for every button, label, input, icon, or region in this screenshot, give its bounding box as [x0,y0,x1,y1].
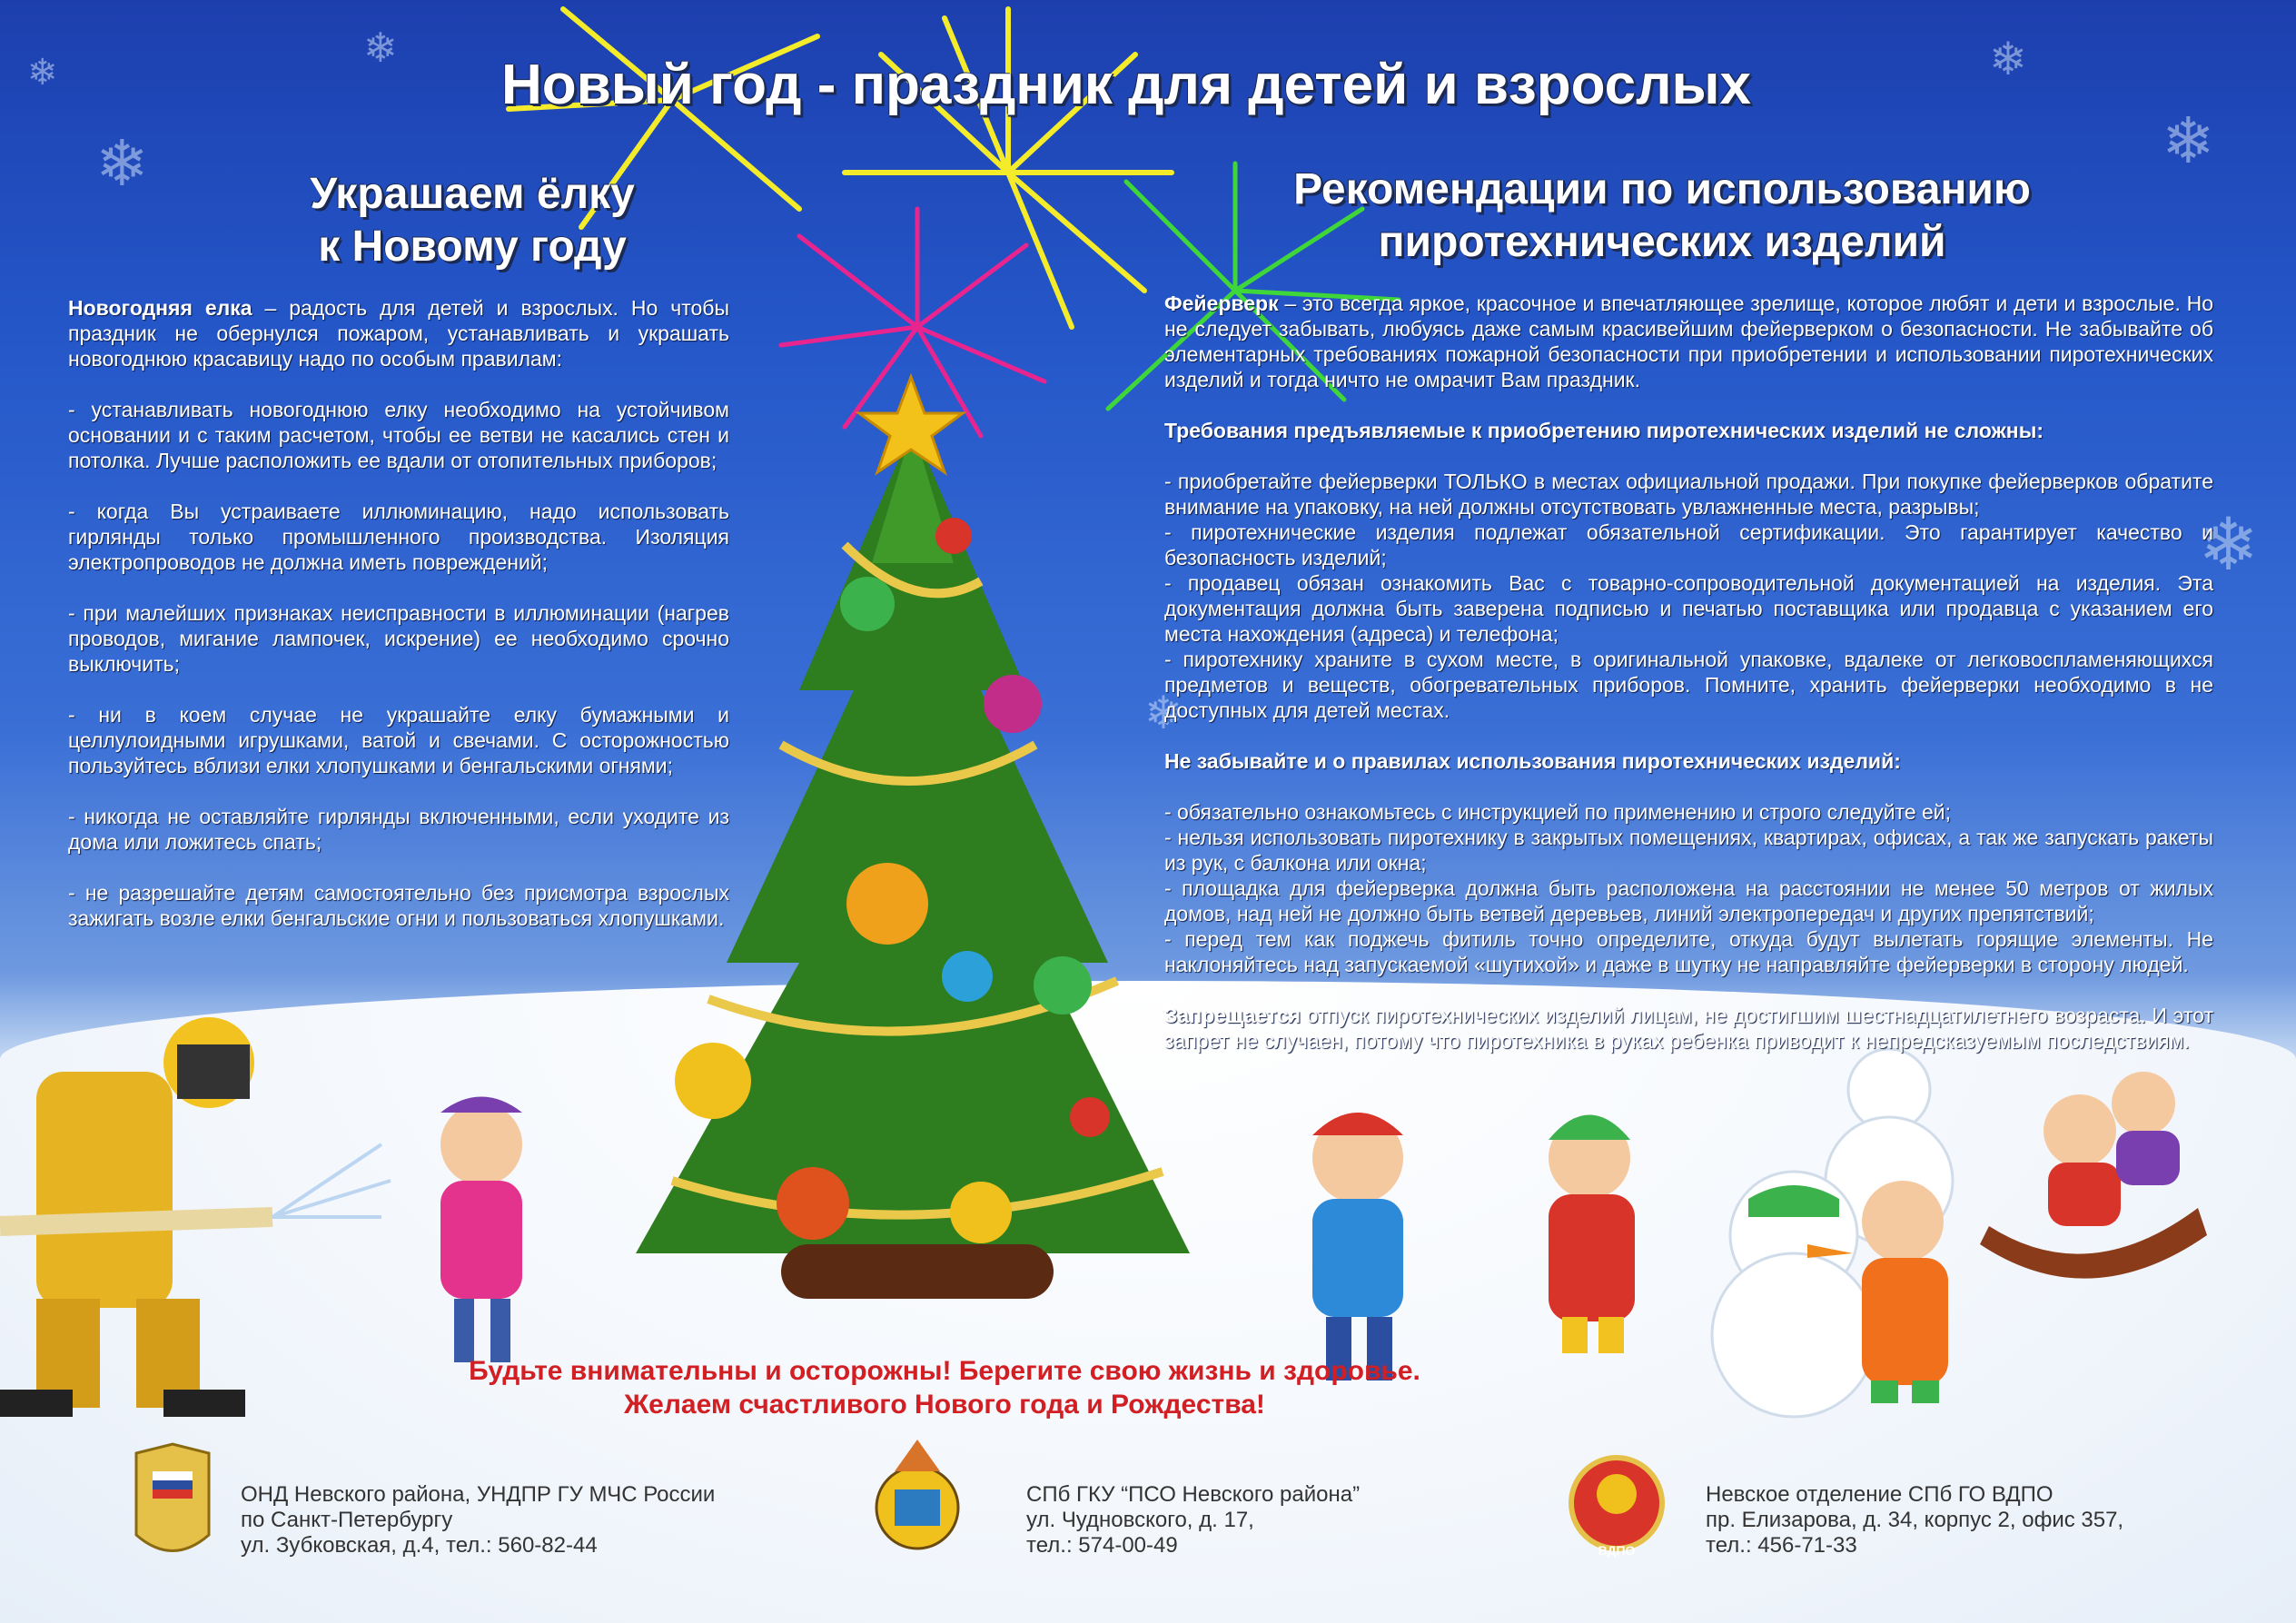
vdpo-emblem-text: ВДПО [1598,1543,1636,1558]
left-rule-5: - никогда не оставляйте гирлянды включенными, если уходите из дома или ложитесь спать; [68,805,729,854]
requirement-item-1: - приобретайте фейерверки ТОЛЬКО в местах официальной продажи. При покупке фейерверков обратите внимание на упаковку, на ней должны отсутствовать увлажненные места, разрывы; [1164,470,2213,519]
right-intro [1164,291,2213,392]
snowflake-icon: ❄ [27,53,58,93]
left-intro-bold: Новогодняя елка [68,296,252,320]
org-pso-name: СПб ГКУ “ПСО Невского района” [1026,1482,1361,1507]
ban-bold: Запрещается [1164,1004,1301,1027]
left-intro-rest: – радость для детей и взрослых. Но чтобы праздник не обернулся пожаром, устанавливать и украшать новогоднюю красавицу надо по особым правилам: [68,296,729,371]
ban-paragraph [1164,1003,2213,1054]
right-heading-line1: Рекомендации по использованию [1293,165,2031,213]
org-mchs-city: по Санкт-Петербургу [241,1508,453,1532]
usage-item-1: - обязательно ознакомьтесь с инструкцией по применению и строго следуйте ей; [1164,800,1952,824]
usage-item-3: - площадка для фейерверка должна быть расположена на расстоянии не менее 50 метров от жилых домов, над ней не должно быть ветвей деревьев, линий электропередач и других препятствий; [1164,876,2213,925]
org-pso [1026,1482,1360,1559]
left-rule-3: - при малейших признаках неисправности в иллюминации (нагрев проводов, мигание лампочек, искрение) ее необходимо срочно выключить; [68,601,729,676]
kid-skating-icon [440,1097,522,1363]
ban-rest: отпуск пиротехнических изделий лицам, не достигшим шестнадцатилетнего возраста. И этот запрет не случаен, потому что пиротехника в руках ребенка приводит к непредсказуемым последствиям. [1164,1004,2213,1053]
right-intro-rest: – это всегда яркое, красочное и впечатляющее зрелище, которое любят и дети и взрослые. Но не следует забывать, любуясь даже самым красивейшим фейерверком о безопасности. Не забывайте об элементарных требованиях пожарной безопасности при приобретении и использовании пиротехнических изделий и тогда ничто не омрачит Вам праздник. [1164,292,2213,391]
left-rule-6: - не разрешайте детям самостоятельно без присмотра взрослых зажигать возле елки бенгальские огни и пользоваться хлопушками. [68,881,729,930]
mchs-emblem-icon [136,1444,209,1551]
pso-emblem-icon [876,1440,958,1549]
org-pso-phone: тел.: 574-00-49 [1026,1533,1178,1558]
snowflake-icon: ❄ [95,128,149,199]
usage-item-4: - перед тем как поджечь фитиль точно определите, откуда будут вылетать горящие элементы. Не наклоняйтесь над запускаемой «шутихой» и даже в шутку не направляйте фейерверки в сторону людей. [1164,927,2213,976]
requirements-heading: Требования предъявляемые к приобретению пиротехнических изделий не сложны: [1164,419,2044,442]
left-heading [182,168,763,273]
warning-line-1: Будьте внимательны и осторожны! Берегите свою жизнь и здоровье. [469,1356,1420,1386]
org-pso-address: ул. Чудновского, д. 17, [1026,1508,1254,1532]
org-mchs-name: ОНД Невского района, УНДПР ГУ МЧС России [241,1482,716,1507]
usage-heading: Не забывайте и о правилах использования пиротехнических изделий: [1164,749,1901,773]
page-title: Новый год - праздник для детей и взрослых [501,54,1751,116]
snowflake-icon: ❄ [1144,688,1183,738]
requirement-item-4: - пиротехнику храните в сухом месте, в оригинальной упаковке, вдалеке от легковоспламеняющихся предметов и веществ, обогревательных приборов. Помните, хранить фейерверки необходимо в не доступных для детей местах. [1164,648,2213,722]
snowflake-icon: ❄ [1989,34,2027,84]
snowflake-icon: ❄ [363,25,398,71]
snowflake-icon: ❄ [2162,105,2215,176]
kid-red-jacket-icon [1549,1115,1635,1354]
usage-item-2: - нельзя использовать пиротехнику в закрытых помещениях, квартирах, офисах, а так же запускать ракеты из рук, с балкона или окна; [1164,826,2213,875]
warning-line-2: Желаем счастливого Нового года и Рождества! [624,1390,1265,1420]
left-rule-4: - ни в коем случае не украшайте елку бумажными и целлулоидными игрушками, ватой и свечами. С осторожностью пользуйтесь вблизи елки хлопушками и бенгальскими огнями; [68,703,729,777]
kid-orange-jacket-icon [1862,1181,1948,1403]
right-heading [1253,163,2071,269]
org-vdpo-name: Невское отделение СПб ГО ВДПО [1706,1482,2054,1507]
org-mchs-address: ул. Зубковская, д.4, тел.: 560-82-44 [241,1533,598,1558]
firefighter-icon [0,1017,391,1417]
org-vdpo [1706,1482,2123,1559]
right-intro-bold: Фейерверк [1164,292,1279,315]
kid-blue-jacket-icon [1312,1113,1403,1381]
right-column-text [1164,291,2213,1054]
left-rule-1: - устанавливать новогоднюю елку необходимо на устойчивом основании и с таким расчетом, чтобы ее ветви не касались стен и потолка. Лучше расположить ее вдали от отопительных приборов; [68,398,729,472]
org-mchs [241,1482,715,1559]
left-column-text [68,295,729,931]
left-heading-line2: к Новому году [318,223,627,271]
org-vdpo-phone: тел.: 456-71-33 [1706,1533,1857,1558]
left-rule-2: - когда Вы устраиваете иллюминацию, надо использовать гирлянды только промышленного производства. Изоляция электропроводов не должна иметь повреждений; [68,500,729,574]
left-intro [68,295,729,371]
org-vdpo-address: пр. Елизарова, д. 34, корпус 2, офис 357, [1706,1508,2124,1532]
left-heading-line1: Украшаем ёлку [310,170,635,218]
kids-sled-icon [1980,1072,2207,1279]
vdpo-emblem-icon [1571,1458,1662,1549]
requirement-item-3: - продавец обязан ознакомить Вас с товарно-сопроводительной документацией на изделия. Эта документация должна быть заверена подписью и печатью поставщика или продавца с указанием его места нахождения (адреса) и телефона; [1164,571,2213,646]
snowflake-icon: ❄ [2198,504,2260,585]
right-heading-line2: пиротехнических изделий [1378,218,1946,266]
requirement-item-2: - пиротехнические изделия подлежат обязательной сертификации. Это гарантирует качество и безопасность изделий; [1164,520,2213,569]
